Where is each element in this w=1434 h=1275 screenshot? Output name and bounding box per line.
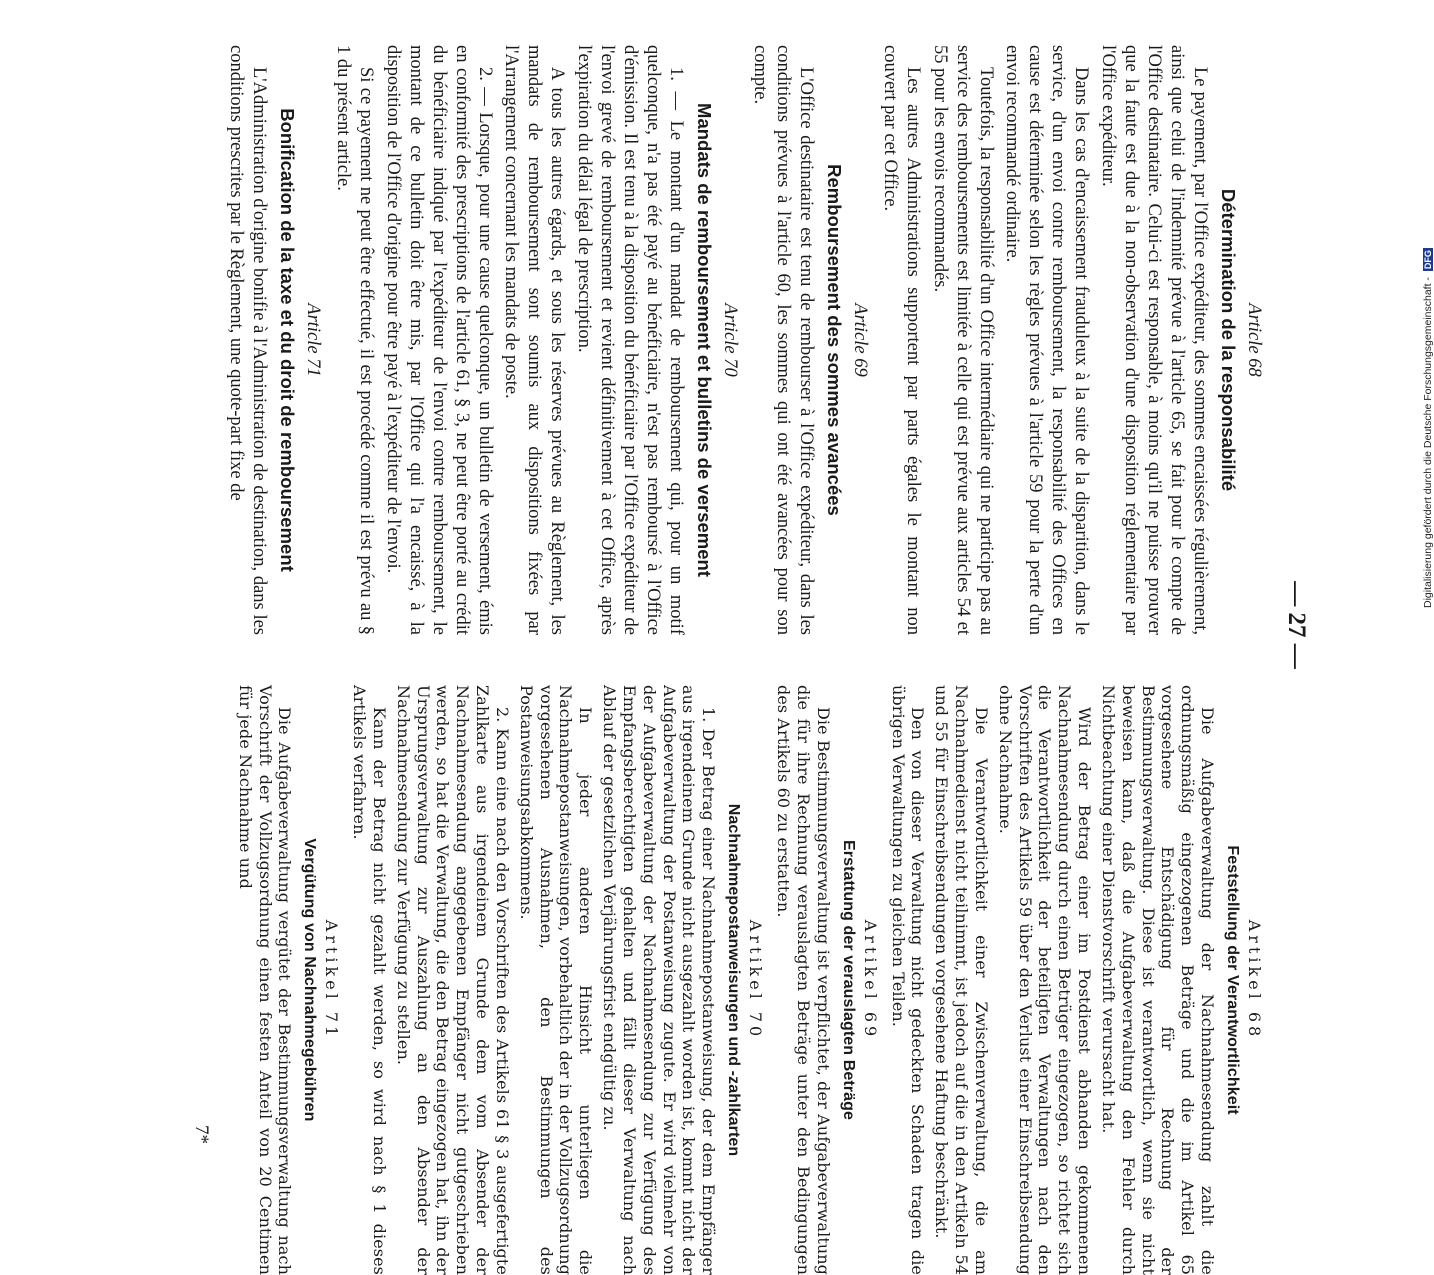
article-heading: Feststellung der Verantwortlichkeit (1224, 845, 1241, 1115)
paragraph: Die Bestimmungsverwaltung ist verpflichtet, der Aufgabeverwaltung die für ihre Rechnung verauslagten Beträge unter den Bedingungen des Artikels 60 zu erstatten. (774, 685, 833, 1275)
french-column (220, 45, 1272, 635)
article-heading: Nachnahmepostanweisungen und -zahlkarten (725, 803, 743, 1157)
rotated-page (160, 45, 1310, 1275)
article-title: Artikel 68 (1245, 919, 1264, 1041)
article-title: Article 69 (849, 303, 870, 377)
paragraph: Die Verantwortlichkeit einer Zwischenverwaltung, die am Nachnahmedienst nicht teilnimmt, ist jedoch auf die in den Artikeln 54 und 55 für Einschreibsendungen vorgesehene Haftung beschränkt. (932, 685, 991, 1275)
article-title: Artikel 69 (860, 919, 880, 1041)
paragraph: Dans les cas d'encaissement frauduleux à la suite de la disparition, dans le service, d'un envoi contre remboursement, la responsabilité des Offices en cause est déterminée selon les règles prévues à l'article 59 pour la perte d'un envoi recommandé ordinaire. (1002, 45, 1092, 635)
paragraph: Le payement, par l'Office expéditeur, des sommes encaissées régulièrement, ainsi que celui de l'indemnité prévue à l'article 65, se fait pour le compte de l'Office destinataire. Celui-ci est responsable, à moins qu'il ne puisse prouver que la faute est due à la non-observation d'une disposition réglementaire par l'Office expéditeur. (1098, 45, 1210, 635)
paragraph: 1. — Le montant d'un mandat de remboursement qui, pour un motif quelconque, n'a pas été payé au bénéficiaire, n'est pas remboursé à l'Office d'émission. Il est tenu à la disposition du bénéficiaire par l'Office expéditeur de l'envoi grevé de remboursement et revient définitivement à cet Office, après l'expiration du délai légal de prescription. (574, 45, 687, 635)
article-heading: Mandats de remboursement et bulletins de versement (694, 103, 716, 577)
article-block (349, 685, 765, 1275)
paragraph: Si ce payement ne peut être effectué, il est procédé comme il est prévu au § 1 du présent article. (332, 45, 376, 635)
paragraph: A tous les autres égards, et sous les réserves prévues au Règlement, les mandats de remboursement sont soumis aux dispositions fixées par l'Arrangement concernant les mandats de poste. (501, 45, 568, 635)
paragraph: L'Administration d'origine bonifie à l'Administration de destination, dans les conditions prescrites par le Règlement, une quote-part fixe de (226, 45, 269, 635)
article-block (331, 45, 740, 635)
article-title: Article 68 (1244, 303, 1264, 377)
german-column (231, 685, 1272, 1275)
article-heading: Erstattung der verauslagten Beträge (839, 839, 857, 1121)
paragraph: Den von dieser Verwaltung nicht gedeckten Schaden tragen die übrigen Verwaltungen zu gleichen Teilen. (888, 685, 928, 1275)
paragraph: Wird der Betrag einer im Postdienst abhanden gekommenen Nachnahmesendung durch einen Betrüger eingezogen, so richtet sich die Verantwortlichkeit der beteiligten Verwaltungen nach den Vorschriften des Artikels 59 über den Verlust einer Einschreibsendung ohne Nachnahme. (995, 685, 1095, 1275)
article-block (224, 45, 323, 635)
article-title: Artikel 71 (322, 919, 342, 1041)
dfg-logo: DFG (1423, 250, 1433, 270)
article-block (878, 45, 1264, 635)
article-block (773, 685, 879, 1275)
footer-mark: 7* (191, 1125, 212, 1144)
paragraph: Die Aufgabeverwaltung vergütet der Bestimmungsverwaltung nach Vorschrift der Vollzugsordnung einen festen Anteil von 20 Centimen für jede Nachnahme und (235, 685, 295, 1275)
paragraph: L'Office destinataire est tenu de rembourser à l'Office expéditeur, dans les conditions prévues à l'article 60, les sommes qui ont été avancées pour son compte. (750, 45, 816, 635)
digitization-credit (1422, 208, 1434, 608)
paragraph: 2. Kann eine nach den Vorschriften des Artikels 61 § 3 ausgefertigte Zahlkarte aus irgendeinem Grunde dem vom Absender der Nachnahmesendung angegebenen Empfänger nicht gutgeschrieben werden, so hat die Verwaltung, die den Betrag eingezogen hat, ihn der Ursprungsverwaltung zur Auszahlung an den Absender der Nachnahmesendung zur Verfügung zu stellen. (393, 685, 512, 1275)
page-number: — 27 — (1283, 581, 1310, 669)
paragraph: Die Aufgabeverwaltung der Nachnahmesendung zahlt die ordnungsmäßig eingezogenen Beträge und die im Artikel 65 vorgesehene Entschädigung für Rechnung der Bestimmungsverwaltung. Diese ist verantwortlich, wenn sie nicht beweisen kann, daß die Aufgabeverwaltung den Fehler durch Nichtbeachtung einer Dienstvorschrift verursacht hat. (1098, 685, 1217, 1275)
paragraph: 1. Der Betrag einer Nachnahmepostanweisung, der dem Empfänger aus irgendeinem Grunde nicht ausgezahlt worden ist, kommt nicht der Aufgabeverwaltung der Postanweisung zugute. Er wird vielmehr von der Aufgabeverwaltung der Nachnahmesendung zur Verfügung des Empfangsberechtigten gehalten und fällt dieser Verwaltung nach Ablauf der gesetzlichen Verjährungsfrist endgültig zu. (600, 685, 719, 1275)
article-title: Article 71 (303, 303, 323, 377)
paragraph: In jeder anderen Hinsicht unterliegen die Nachnahmepostanweisungen, vorbehaltlich der in der Vollzugsordnung vorgesehenen Ausnahmen, den Bestimmungen des Postanweisungsabkommens. (516, 685, 596, 1275)
paragraph: Les autres Administrations supportent par parts égales le montant non couvert par cet Office. (879, 45, 923, 635)
article-block (888, 685, 1264, 1275)
credit-text: Digitalisierung gefördert durch die Deutsche Forschungsgemeinschaft - (1422, 277, 1434, 608)
paragraph: Kann der Betrag nicht gezahlt werden, so wird nach § 1 dieses Artikels verfahren. (350, 685, 390, 1275)
article-title: Article 70 (720, 303, 741, 377)
article-heading: Vergütung von Nachnahmegebühren (301, 838, 319, 1122)
paragraph: 2. — Lorsque, pour une cause quelconque, un bulletin de versement, émis en conformité des prescriptions de l'article 61, § 3, ne peut être porté au crédit du bénéficiaire indiqué par l'expéditeur de l'envoi contre remboursement, le montant de ce bulletin doit être mis, par l'Office qui l'a encaissé, à la disposition de l'Office d'origine pour être payé à l'expéditeur de l'envoi. (382, 45, 495, 635)
article-block (235, 685, 341, 1275)
article-heading: Détermination de la responsabilité (1218, 188, 1239, 492)
article-title: Artikel 70 (746, 919, 766, 1041)
article-block (748, 45, 870, 635)
article-heading: Remboursement des sommes avancées (823, 164, 845, 516)
paragraph: Toutefois, la responsabilité d'un Office intermédiaire qui ne participe pas au service des remboursements est limitée à celle qui est prévue aux articles 54 et 55 pour les envois recommandés. (929, 45, 996, 635)
article-heading: Bonification de la taxe et du droit de remboursement (277, 108, 298, 572)
